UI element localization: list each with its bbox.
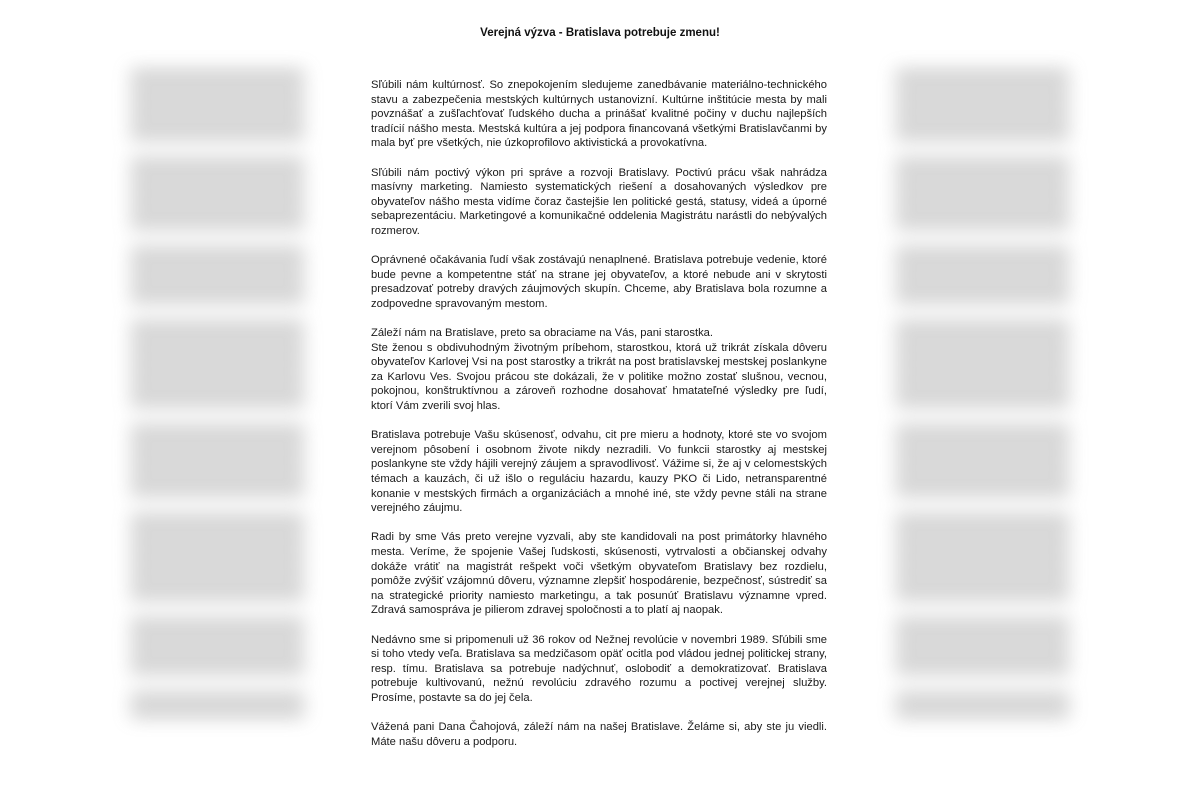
paragraph-revolution: Nedávno sme si pripomenuli už 36 rokov od Nežnej revolúcie v novembri 1989. Sľúbili sme si toho vtedy veľa. Bratislava sa medzičasom opäť ocitla pod vládou jednej politickej strany, resp. tímu. Bratislava sa potrebuje nadýchnuť, oslobodiť a demokratizovať. Bratislava potrebuje kultivovanú, nežnú revolúciu zdravého rozumu a poctivej verejnej služby. Prosíme, postavte sa do jej čela. [371,633,827,704]
paragraph-closing: Vážená pani Dana Čahojová, záleží nám na našej Bratislave. Želáme si, aby ste ju viedli. Máte našu dôveru a podporu. [371,721,827,748]
paragraph-call-to-run: Radi by sme Vás preto verejne vyzvali, aby ste kandidovali na post primátorky hlavného mesta. Veríme, že spojenie Vašej ľudskosti, skúsenosti, vytrvalosti a občianskej odvahy dokáže vrátiť na magistrát rešpekt voči všetkým obyvateľom Bratislavy bez rozdielu, pomôže zvýšiť vzájomnú dôveru, významne zlepšiť hospodárenie, bezpečnosť, sústrediť sa na strategické priority namiesto marketingu, a tak posunúť Bratislavu významne vpred. Zdravá samospráva je pilierom zdravej spoločnosti a to platí aj naopak. [371,531,827,617]
document-title: Verejná výzva - Bratislava potrebuje zmenu! [480,27,720,39]
paragraph-expectations: Oprávnené očakávania ľudí však zostávajú nenaplnené. Bratislava potrebuje vedenie, ktoré bude pevne a kompetentne stáť na strane jej obyvateľov, a ktoré nebude ani v skrytosti presadzovať potreby dravých záujmových skupín. Chceme, aby Bratislava bola rozumne a zodpovedne spravovaným mestom. [371,254,827,310]
document-body [371,78,827,764]
paragraph-biography: Ste ženou s obdivuhodným životným príbehom, starostkou, ktorá už trikrát získala dôveru obyvateľov Karlovej Vsi na post starostky a trikrát na post bratislavskej mestskej poslankyne za Karlovu Ves. Svojou prácou ste dokázali, že v politike možno zostať slušnou, vecnou, pokojnou, konštruktívnou a zároveň rozhodne dosahovať hmatateľné výsledky pre ľudí, ktorí Vám zverili svoj hlas. [371,341,827,413]
paragraph-values: Bratislava potrebuje Vašu skúsenosť, odvahu, cit pre mieru a hodnoty, ktoré ste vo svojom verejnom pôsobení i osobnom živote nikdy nezradili. Vo funkcii starostky aj mestskej poslankyne ste vždy hájili verejný záujem a spravodlivosť. Vážime si, že aj v celomestských témach a kauzách, či už išlo o reguláciu hazardu, kauzy PKO či Lido, netransparentné konanie v mestských firmách a organizáciách a mnohé iné, ste vždy pevne stáli na strane verejného záujmu. [371,429,827,515]
paragraph-culture: Sľúbili nám kultúrnosť. So znepokojením sledujeme zanedbávanie materiálno-technického stavu a zabezpečenia mestských kultúrnych ustanovizní. Kultúrne inštitúcie mesta by mali povznášať a zušľachťovať ľudského ducha a prinášať kvalitné počiny v duchu najlepších tradícií nášho mesta. Mestská kultúra a jej podpora financovaná všetkými Bratislavčanmi by mala byť pre všetkých, nie úzkoprofilovo aktivistická a provokatívna. [371,79,827,150]
blurred-right-column [895,70,1070,770]
paragraph-marketing: Sľúbili nám poctivý výkon pri správe a rozvoji Bratislavy. Poctivú prácu však nahrádza masívny marketing. Namiesto systematických riešení a dosahovaných výsledkov pre obyvateľov nášho mesta vidíme čoraz častejšie len politické gestá, statusy, videá a úporné sebaprezentáciu. Marketingové a komunikačné oddelenia Magistrátu narástli do nebývalých rozmerov. [371,166,827,237]
blurred-left-column [130,70,305,770]
paragraph-address: Záleží nám na Bratislave, preto sa obraciame na Vás, pani starostka. [371,327,714,340]
